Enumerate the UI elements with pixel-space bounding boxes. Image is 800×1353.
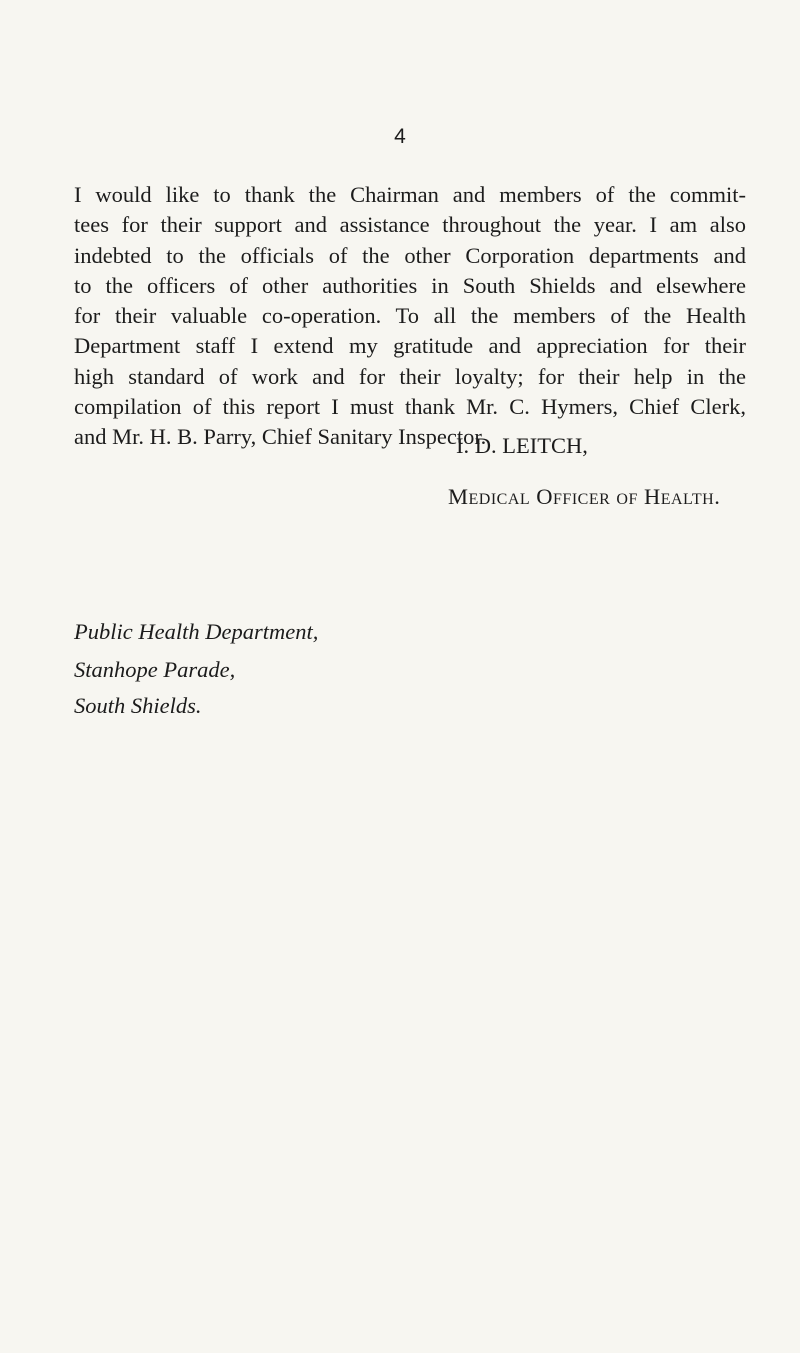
- paragraph-line: indebted to the officials of the other Corporation departments and: [74, 242, 746, 268]
- paragraph-line: compilation of this report I must thank Mr. C. Hymers, Chief Clerk,: [74, 394, 746, 420]
- paragraph-line: for their valuable co-operation. To all the members of the Health: [74, 303, 746, 329]
- paragraph-line: high standard of work and for their loyalty; for their help in the: [74, 363, 746, 389]
- address-line-department: Public Health Department,: [74, 619, 319, 644]
- paragraph-line: tees for their support and assistance throughout the year. I am also: [74, 212, 746, 238]
- address-line-street: Stanhope Parade,: [74, 657, 236, 682]
- signatory-name: I. D. LEITCH,: [456, 433, 588, 458]
- page-number: 4: [394, 125, 406, 148]
- paragraph-line: to the officers of other authorities in South Shields and elsewhere: [74, 272, 746, 298]
- paragraph-line: I would like to thank the Chairman and members of the commit-: [74, 182, 746, 207]
- paragraph-line: Department staff I extend my gratitude and appreciation for their: [74, 333, 746, 359]
- address-line-town: South Shields.: [74, 693, 202, 718]
- signatory-title: Medical Officer of Health.: [448, 484, 721, 509]
- acknowledgement-paragraph: [74, 180, 746, 453]
- paragraph-line: and Mr. H. B. Parry, Chief Sanitary Inspector.: [74, 424, 487, 450]
